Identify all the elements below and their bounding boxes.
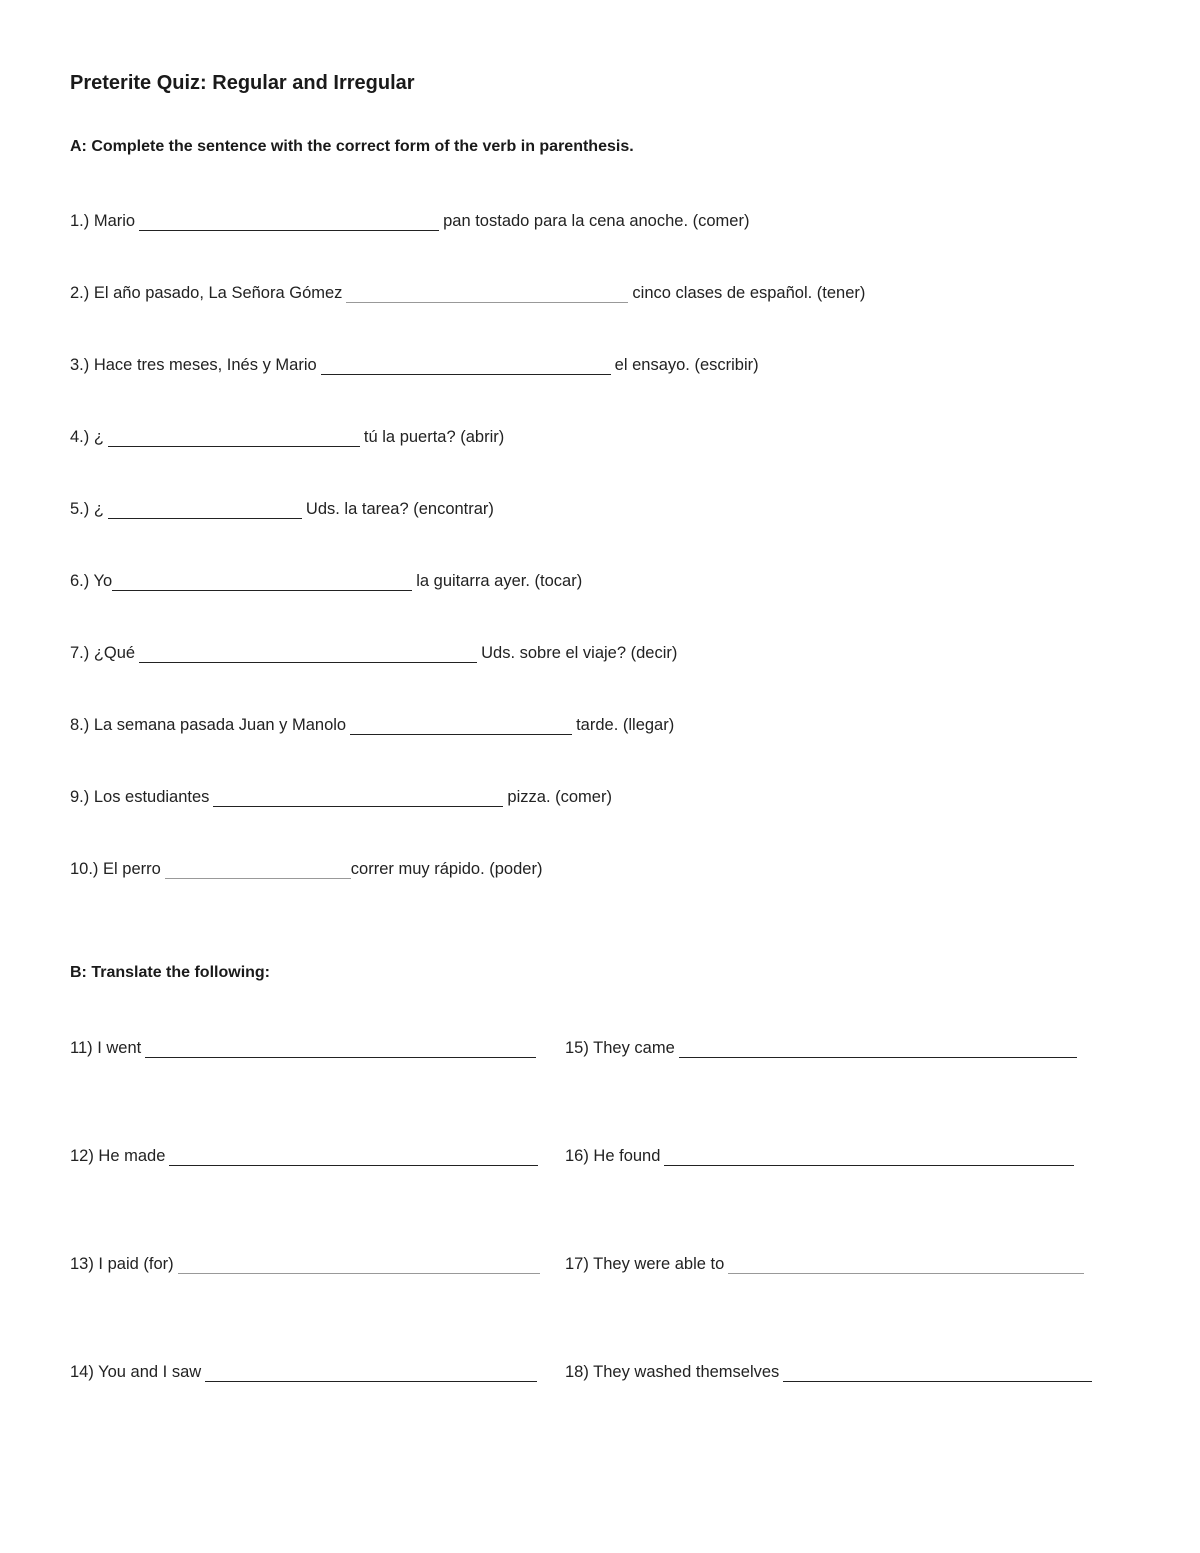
question-4-before: 4.) ¿ (70, 428, 104, 446)
quiz-title: Preterite Quiz: Regular and Irregular (70, 72, 415, 94)
question-5-before: 5.) ¿ (70, 500, 104, 518)
answer-blank-8[interactable] (350, 716, 572, 735)
translation-13-label: 13) I paid (for) (70, 1255, 174, 1273)
question-2-after: cinco clases de español. (tener) (632, 284, 866, 302)
translation-blank-13[interactable] (178, 1255, 540, 1274)
question-1-after: pan tostado para la cena anoche. (comer) (443, 212, 750, 230)
answer-blank-5[interactable] (108, 500, 302, 519)
question-10-after: correr muy rápido. (poder) (350, 860, 543, 878)
question-2 (70, 279, 865, 303)
answer-blank-1[interactable] (139, 212, 439, 231)
answer-blank-4[interactable] (108, 428, 360, 447)
question-5-after: Uds. la tarea? (encontrar) (305, 500, 494, 518)
translation-17 (565, 1250, 1084, 1274)
question-10-before: 10.) El perro (70, 860, 161, 878)
translation-18 (565, 1358, 1092, 1382)
translation-blank-11[interactable] (145, 1039, 536, 1058)
answer-blank-6[interactable] (112, 572, 412, 591)
question-7-after: Uds. sobre el viaje? (decir) (481, 644, 678, 662)
translation-12 (70, 1142, 538, 1166)
translation-blank-17[interactable] (728, 1255, 1084, 1274)
answer-blank-2[interactable] (346, 284, 628, 303)
question-7-before: 7.) ¿Qué (70, 644, 136, 662)
translation-14 (70, 1358, 537, 1382)
translation-11-label: 11) I went (70, 1039, 142, 1057)
question-8-before: 8.) La semana pasada Juan y Manolo (70, 716, 347, 734)
translation-blank-14[interactable] (205, 1363, 537, 1382)
translation-blank-15[interactable] (679, 1039, 1077, 1058)
translation-18-label: 18) They washed themselves (565, 1363, 780, 1381)
translation-16 (565, 1142, 1074, 1166)
translation-blank-16[interactable] (664, 1147, 1074, 1166)
translation-blank-12[interactable] (169, 1147, 538, 1166)
section-a-instruction: A: Complete the sentence with the correct form of the verb in parenthesis. (70, 138, 634, 155)
question-4-after: tú la puerta? (abrir) (363, 428, 505, 446)
answer-blank-9[interactable] (213, 788, 503, 807)
question-1 (70, 207, 749, 231)
question-3-before: 3.) Hace tres meses, Inés y Mario (70, 356, 317, 374)
question-6 (70, 567, 582, 591)
question-9-before: 9.) Los estudiantes (70, 788, 210, 806)
translation-13 (70, 1250, 540, 1274)
answer-blank-10[interactable] (165, 860, 351, 879)
question-8 (70, 711, 674, 735)
question-7 (70, 639, 677, 663)
answer-blank-7[interactable] (139, 644, 477, 663)
question-2-before: 2.) El año pasado, La Señora Gómez (70, 284, 343, 302)
translation-12-label: 12) He made (70, 1147, 166, 1165)
answer-blank-3[interactable] (321, 356, 611, 375)
question-10 (70, 855, 542, 879)
question-3 (70, 351, 759, 375)
translation-14-label: 14) You and I saw (70, 1363, 202, 1381)
question-3-after: el ensayo. (escribir) (614, 356, 759, 374)
translation-11 (70, 1034, 536, 1058)
translation-16-label: 16) He found (565, 1147, 661, 1165)
question-9 (70, 783, 612, 807)
translation-17-label: 17) They were able to (565, 1255, 725, 1273)
section-b-instruction: B: Translate the following: (70, 964, 271, 981)
question-6-after: la guitarra ayer. (tocar) (416, 572, 583, 590)
question-5 (70, 495, 494, 519)
question-6-before: 6.) Yo (70, 572, 113, 590)
question-1-before: 1.) Mario (70, 212, 136, 230)
translation-15 (565, 1034, 1077, 1058)
question-8-after: tarde. (llegar) (576, 716, 675, 734)
question-4 (70, 423, 504, 447)
translation-15-label: 15) They came (565, 1039, 675, 1057)
translation-blank-18[interactable] (783, 1363, 1092, 1382)
question-9-after: pizza. (comer) (507, 788, 612, 806)
